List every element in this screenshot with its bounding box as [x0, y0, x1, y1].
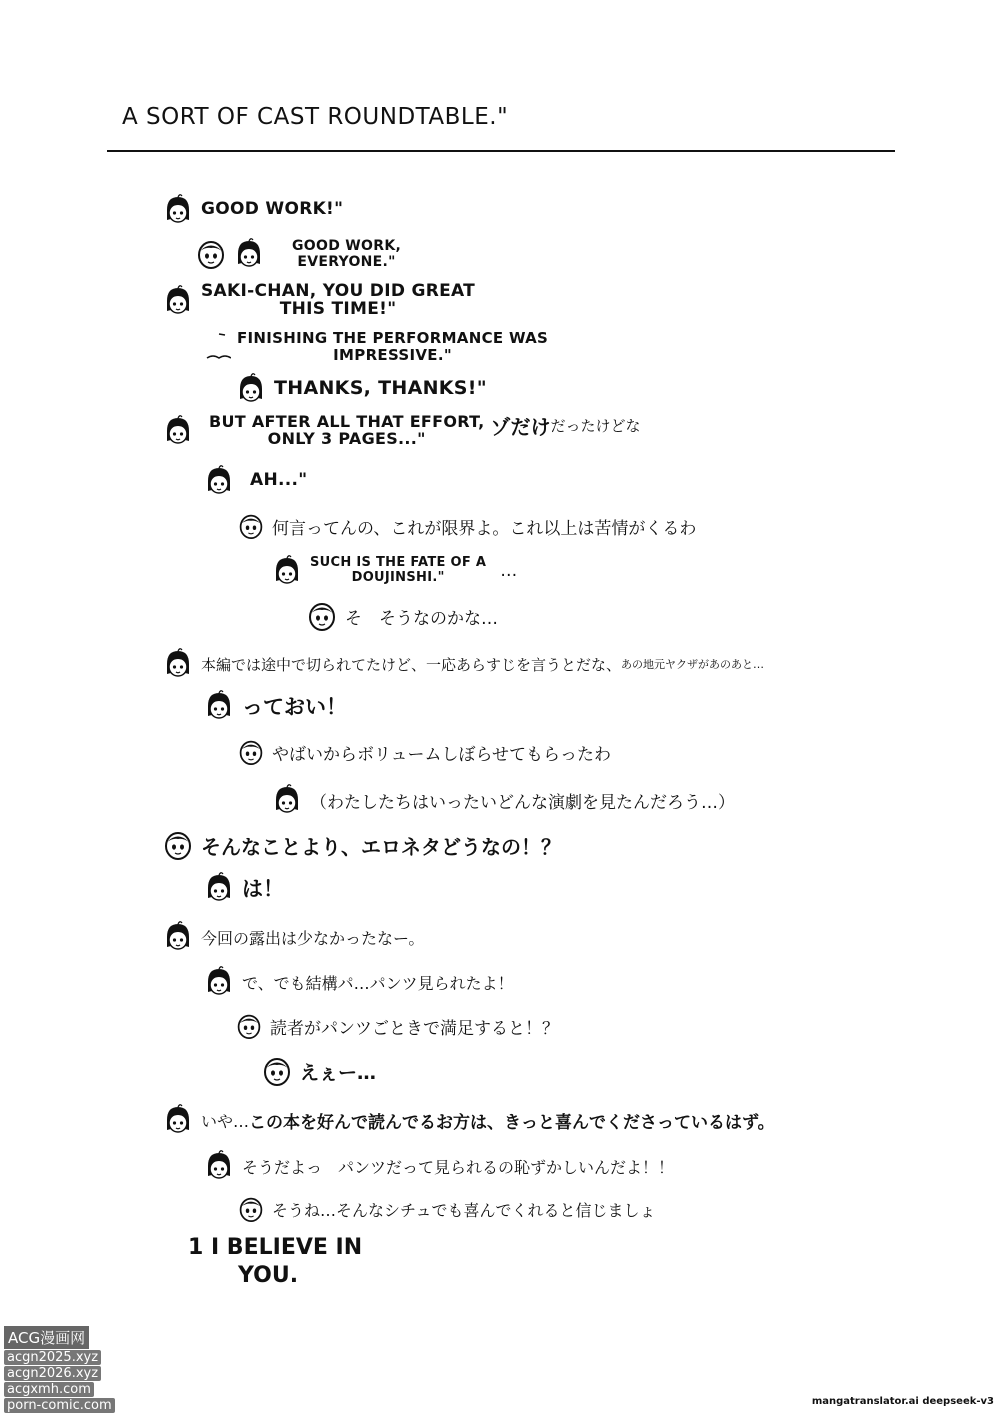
dialogue-text: っておい！ [242, 695, 347, 719]
character-face-icon [262, 1055, 292, 1087]
watermark-url: acgn2026.xyz [4, 1366, 101, 1381]
dialogue-text-fragment: … [500, 561, 518, 581]
dialogue-text-line: THIS TIME!" [279, 298, 397, 319]
dialogue-text-fragment: ゾだけ [490, 415, 551, 440]
character-face-icon [163, 1104, 193, 1136]
dialogue-line [196, 238, 401, 270]
dialogue-text-line: EVERYONE." [297, 254, 396, 271]
dialogue-line [238, 1195, 656, 1223]
closing-text [188, 1234, 362, 1289]
dialogue-text: 何言ってんの、これが限界よ。これ以上は苦情がくるわ [272, 518, 697, 539]
dialogue-line [204, 966, 514, 998]
dialogue-line [163, 1104, 775, 1136]
dialogue-text-line: GOOD WORK, [292, 238, 402, 254]
dialogue-text [201, 283, 475, 319]
dialogue-text: そ そうなのかな… [345, 608, 498, 629]
dialogue-text-fragment: あの地元ヤクザがあのあと… [621, 658, 765, 671]
character-face-icon [204, 690, 234, 722]
dialogue-line [236, 1012, 559, 1040]
dialogue-text-line: BUT AFTER ALL THAT EFFORT, [209, 412, 485, 431]
dialogue-line [204, 465, 307, 497]
dialogue-line [163, 414, 641, 448]
dialogue-text [292, 238, 401, 270]
dialogue-text-line: DOUJINSHI." [351, 570, 445, 585]
dialogue-line [238, 512, 696, 540]
character-face-icon [238, 512, 264, 540]
character-face-icon [204, 966, 234, 998]
dialogue-line [262, 1055, 376, 1087]
character-face-icon [236, 1012, 262, 1040]
character-face-icon [307, 600, 337, 632]
character-face-icon [272, 784, 302, 816]
dialogue-text [310, 556, 486, 586]
dialogue-text: えぇー… [300, 1061, 377, 1084]
dialogue-line [163, 921, 424, 953]
dialogue-line [238, 738, 611, 766]
character-face-icon [163, 921, 193, 953]
dialogue-text: やばいからボリュームしぼらせてもらったわ [272, 744, 611, 765]
character-face-icon [204, 1150, 234, 1182]
dialogue-text-line: SUCH IS THE FATE OF A [310, 555, 487, 571]
dialogue-line [163, 648, 764, 680]
dialogue-line [163, 194, 343, 226]
dialogue-text [237, 330, 548, 365]
character-face-icon [196, 238, 226, 270]
dialogue-line [272, 784, 735, 816]
dialogue-text: THANKS, THANKS!" [274, 377, 487, 400]
character-face-icon [163, 829, 193, 861]
watermark-logo: ACG漫画网 [4, 1326, 89, 1349]
watermark-url: acgn2025.xyz [4, 1350, 101, 1365]
dialogue-text: 今回の露出は少なかったなー。 [201, 928, 425, 948]
dialogue-text: そうね…そんなシチュでも喜んでくれると信じましょ [272, 1200, 656, 1220]
character-face-icon [163, 285, 193, 317]
dialogue-text: この本を好んで読んでるお方は、きっと喜んでくださっているはず。 [249, 1112, 775, 1133]
dialogue-line [272, 555, 517, 587]
dialogue-text: 読者がパンツごときで満足すると！？ [270, 1018, 559, 1039]
watermark-url: acgxmh.com [4, 1382, 94, 1397]
site-watermark [4, 1326, 122, 1414]
dialogue-line [163, 829, 561, 861]
character-face-icon [163, 194, 193, 226]
translator-credit: mangatranslator.ai deepseek-v3 [811, 1396, 994, 1407]
character-face-icon [204, 872, 234, 904]
closing-text-line: YOU. [238, 1262, 299, 1288]
face-fragment-icon [205, 332, 231, 362]
dialogue-line [204, 690, 347, 722]
dialogue-line [307, 600, 498, 632]
character-face-icon [163, 415, 193, 447]
closing-text-line: 1 I BELIEVE IN [188, 1235, 363, 1260]
dialogue-line [236, 373, 487, 405]
page-title: A SORT OF CAST ROUNDTABLE." [122, 104, 509, 130]
character-face-icon [236, 373, 266, 405]
dialogue-line [163, 283, 475, 319]
dialogue-text-line: ONLY 3 PAGES..." [267, 428, 426, 448]
dialogue-text: 本編では途中で切られてたけど、一応あらすじを言うとだな、 [201, 655, 622, 674]
dialogue-text: そんなことより、エロネタどうなの！？ [201, 834, 561, 859]
character-face-icon [238, 738, 264, 766]
dialogue-line [205, 330, 548, 365]
title-divider [107, 150, 895, 152]
dialogue-text: GOOD WORK!" [201, 199, 344, 220]
dialogue-text-line: IMPRESSIVE." [333, 346, 452, 365]
dialogue-text-line: FINISHING THE PERFORMANCE WAS [237, 329, 549, 347]
character-face-icon [272, 555, 302, 587]
watermark-url: porn-comic.com [4, 1398, 115, 1413]
dialogue-line [204, 872, 284, 904]
dialogue-text: AH..." [250, 470, 308, 491]
dialogue-text-fragment: いや… [201, 1111, 250, 1131]
character-face-icon [238, 1195, 264, 1223]
dialogue-text: （わたしたちはいったいどんな演劇を見たんだろう…） [310, 792, 735, 813]
dialogue-text [209, 414, 485, 448]
dialogue-text: で、でも結構パ…パンツ見られたよ！ [242, 973, 514, 993]
dialogue-text: そうだよっ パンツだって見られるの恥ずかしいんだよ！！ [242, 1157, 675, 1177]
dialogue-text-fragment: だったけどな [550, 417, 641, 436]
dialogue-text: は！ [242, 877, 284, 901]
dialogue-text-line: SAKI-CHAN, YOU DID GREAT [201, 281, 476, 301]
character-face-icon [204, 465, 234, 497]
character-face-icon [163, 648, 193, 680]
character-face-icon [234, 238, 264, 270]
dialogue-line [204, 1150, 674, 1182]
